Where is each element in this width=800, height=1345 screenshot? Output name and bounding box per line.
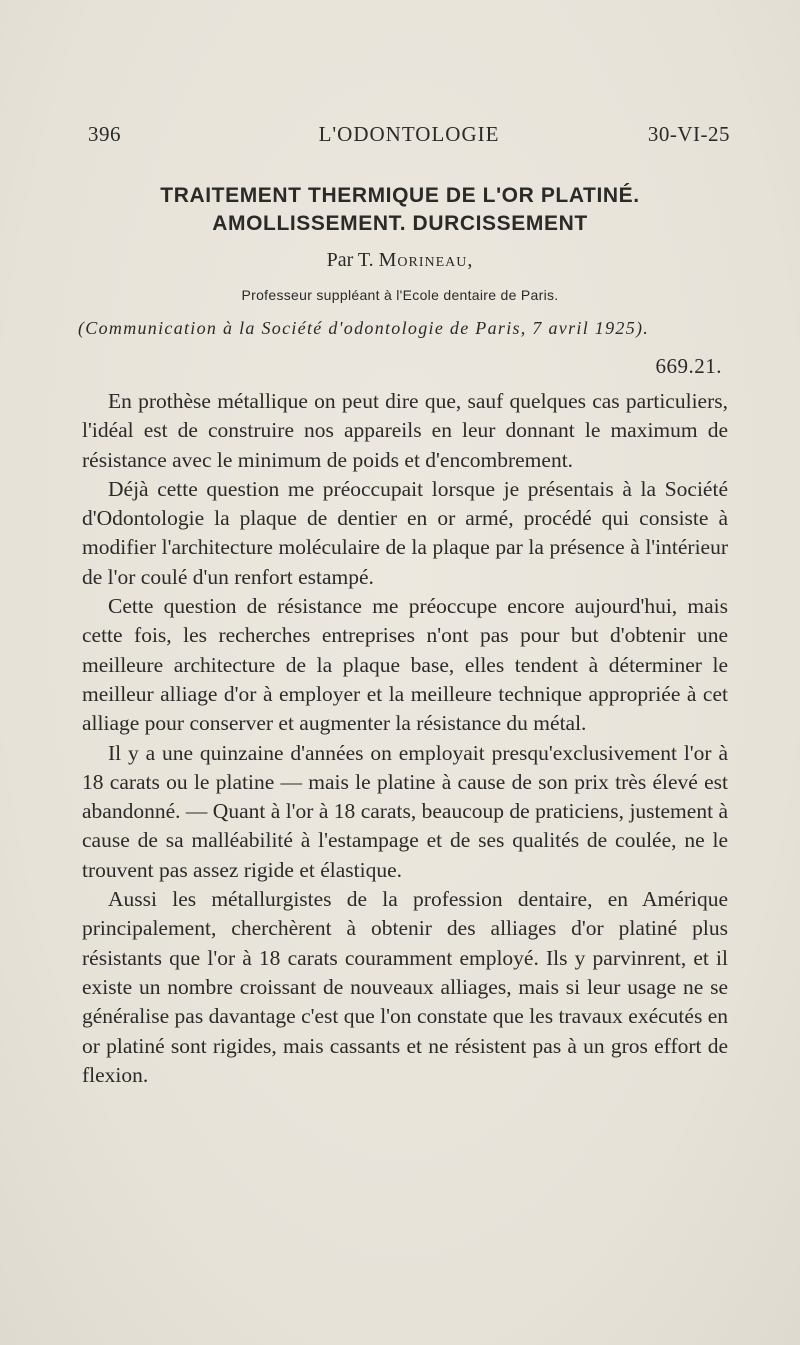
article-title-line-2: AMOLLISSEMENT. DURCISSEMENT bbox=[212, 212, 588, 235]
article-title-line-1: TRAITEMENT THERMIQUE DE L'OR PLATINÉ. bbox=[160, 184, 640, 207]
author-affiliation: Professeur suppléant à l'Ecole dentaire de Paris. bbox=[241, 287, 559, 303]
communication-note: (Communication à la Société d'odontologie de Paris, 7 avril 1925). bbox=[78, 318, 650, 338]
byline-prefix: Par T. bbox=[326, 249, 379, 271]
paragraph: Il y a une quinzaine d'années on employait presqu'exclusivement l'or à 18 carats ou le platine — mais le platine à cause de son prix très élevé est abandonné. — Quant à l'or à 18 carats, beaucoup de praticiens, justement à cause de sa malléabilité à l'estampage et de ses qualités de coulée, ne le trouvent pas assez rigide et élastique. bbox=[82, 740, 728, 882]
paragraph: Déjà cette question me préoccupait lorsque je présentais à la Société d'Odontologie la plaque de dentier en or armé, procédé qui consiste à modifier l'architecture moléculaire de la plaque par la présence à l'intérieur de l'or coulé d'un renfort estampé. bbox=[82, 476, 728, 589]
running-head bbox=[88, 122, 730, 152]
journal-name: L'ODONTOLOGIE bbox=[318, 122, 500, 146]
issue-date: 30-VI-25 bbox=[647, 122, 730, 146]
article-body bbox=[82, 387, 728, 1090]
page-number: 396 bbox=[88, 122, 121, 146]
classification-number: 669.21. bbox=[655, 354, 722, 378]
author-name: Morineau, bbox=[378, 249, 474, 271]
paragraph: Aussi les métallurgistes de la profession dentaire, en Amérique principalement, cherchèrent à obtenir des alliages d'or platiné plus résistants que l'or à 18 carats couramment employé. Ils y parvinrent, et il existe un nombre croissant de nouveaux alliages, mais si leur usage ne se généralise pas davantage c'est que l'on constate que les travaux exécutés en or platiné sont rigides, mais cassants et ne résistent pas à un gros effort de flexion. bbox=[82, 887, 728, 1087]
paragraph: En prothèse métallique on peut dire que, sauf quelques cas particuliers, l'idéal est de construire nos appareils en leur donnant le maximum de résistance avec le minimum de poids et d'encombrement. bbox=[82, 389, 728, 472]
byline bbox=[60, 249, 740, 272]
paragraph: Cette question de résistance me préoccupe encore aujourd'hui, mais cette fois, les recherches entreprises n'ont pas pour but d'obtenir une meilleure architecture de la plaque base, elles tendent à déterminer le meilleur alliage d'or à employer et la meilleure technique appropriée à cet alliage pour conserver et augmenter la résistance du métal. bbox=[82, 594, 728, 736]
